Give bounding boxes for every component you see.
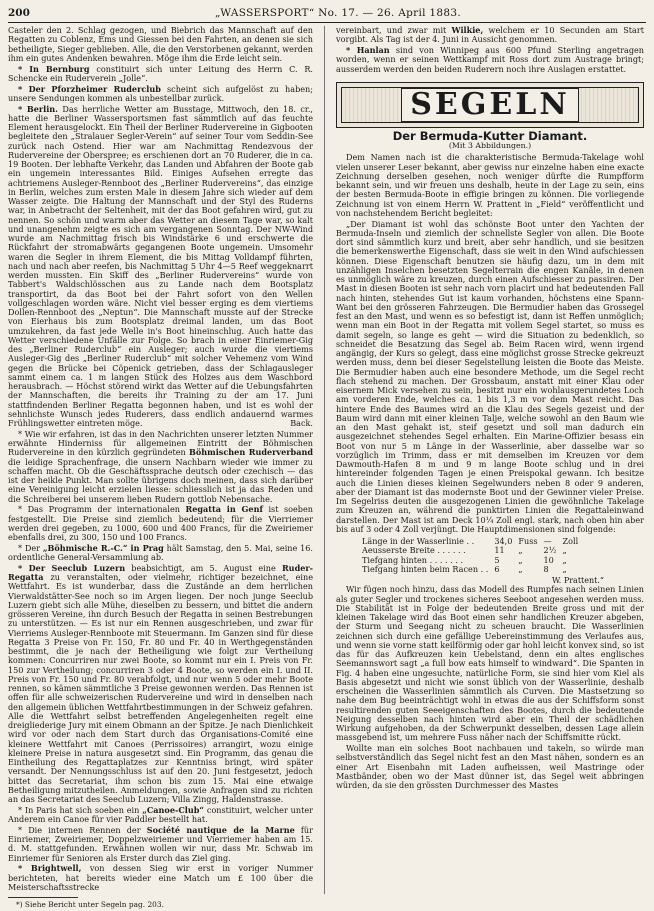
paragraph: * Die internen Rennen der Société nautique de la Marne für Einriemer, Zweiriemer, Doppelzweiriemer und Vierriemer haben am 15. d. M. stattgefunden. Erwähnen wollen wir nur, dass Mr. Schwab im Einriemer für Senioren als Erster durch das Ziel ging. [8, 824, 313, 863]
running-title: „WASSERSPORT“ No. 17. — 26. April 1883. [214, 7, 461, 19]
footnote-rule [8, 897, 78, 898]
dimensions-table [362, 537, 584, 574]
signature: Back. [290, 418, 313, 428]
paragraph: Wir fügen noch hinzu, dass das Modell des Rumpfes nach seinen Linien als guter Segler und trockenes sicheres Seeboot angesehen werden muss. Die Stabilität ist in Folge der bedeutenden Breite gross und mit der kleinen Takelage wird das Boot einen sehr handlichen Kreuzer abgeben, der Sturm und Seegang nicht zu scheuen braucht. Die Wasserlinien zeichnen sich durch eine gefällige Uebereinstimmung des Verlaufes aus, und wenn sie vorne statt keilförmig oder gar hohl leicht konvex sind, so ist das für das Aufkreuzen kein Uebelstand, denn ein altes englisches Seemannswort sagt „a full bow eats himself to windward“. Die Spanten in Fig. 4 haben eine ungesuchte, natürliche Form, sie sind hier vom Kiel als Basis abgesetzt und nicht wie sonst üblich von der Wasserlinie, deshalb erscheinen die Wasserlinien sämmtlich als Curven. Die Mastsetzung so nahe dem Bug beeinträchtigt wohl in etwas die aus der Schiffsform sonst resultirenden guten Seeeigenschaften des Bootes, durch die bedeutende Neigung desselben nach hinten wird aber ein Theil der schädlichen Wirkung aufgehoben, da der Schwerpunkt desselben, dessen Lage allein massgebend ist, um mehrere Fuss näher nach der Schiffsmitte rückt. [336, 584, 644, 743]
paragraph: „Der Diamant ist wohl das schönste Boot unter den Yachten der Bermuda-Inseln und ziemlich der schnellste Segler von allen. Die Boote dort sind sämmtlich kurz und breit, aber sehr handlich, und sie besitzen die bemerkenswerthe Eigenschaft, dass sie weit in den Wind aufschiessen können. Diese Eigenschaft benutzen sie häufig dazu, um in dem mit unzähligen Inselchen besetzten Segelterrain die engen Kanäle, in denen es unmöglich wäre zu kreuzen, durch einen Aufschiesser zu passiren. Der Mast in diesen Booten ist sehr nach vorn placirt und hat bedeutenden Fall nach hinten, stehendes Gut ist kaum vorhanden, höchstens eine Spann-Want bei den grösseren Fahrzeugen. Die Bermudier haben das Grossegel fest an den Mast, und wenn es so befestigt ist, dann ist Reffen unmöglich; wenn man ein Boot in der Regatta mit vollem Segel startet, so muss es damit segeln, so lange es geht — wird die Situation zu bedenklich, so schneidet die Besatzung das Segel ab. Beim Racen wird, wenn irgend angängig, der Kurs so gelegt, dass eine möglichst grosse Strecke gekreuzt werden muss, denn bei dieser Segelstellung leisten die Boote das Meiste. Die Bermudier haben auch eine besondere Methode, um die Segel recht flach stehend zu machen. Der Grossbaum, anstatt mit einer Klau oder eisernem Mick versehen zu sein, besitzt nur ein wohlausgerundetes Loch am vorderen Ende, welches ca. 1 bis 1,3 m vor dem Mast reicht. Das hintere Ende des Baumes wird an die Klau des Segels gezeist und der Baum wird dann mit einer kleinen Talje, welche sowohl an den Baum wie an den Mast gehakt ist, steif gesetzt und soll man dadurch ein ausgezeichnet stehendes Segel erhalten. Ein Marine-Offizier besass ein Boot von nur 5 m Länge in der Wasserlinie, aber dasselbe war so vorzüglich im Trimm, dass er mit demselben im Kreuzen vor dem Dawmouth-Hafen 8 m und 9 m lange Boote schlug und in drei hintereinder folgenden Tagen je einen Preispokal gewann. Ich besitze auch die Linien dieses kleinen Segelwunders neben 8 oder 9 anderen, aber der Diamant ist das modernste Boot und der Gewinner vieler Preise. Im Segelriss deuten die ausgezogenen Linien die gewöhnliche Takelage zum Kreuzen an, während die punktirten Linien die Regattaleinwand darstellen. Der Mast ist am Deck 10¼ Zoll engl. stark, nach oben hin aber bis auf 3 oder 4 Zoll verjüngt. Die Hauptdimensionen sind folgende: [336, 218, 644, 534]
paragraph: Dem Namen nach ist die charakteristische Bermuda-Takelage wohl vielen unserer Leser bekannt, aber gewiss nur einzelne haben eine exacte Zeichnung derselben gesehen, noch weniger dürfte die Rumpfform bekannt sein, und wir freuen uns deshalb, heute in der Lage zu sein, eins der besten Bermuda-Boote in effigie bringen zu können. Die vorliegende Zeichnung ist von einem Herrn W. Prattent in „Field“ veröffentlicht und von nachstehendem Bericht begleitet: [336, 152, 644, 218]
table-row: Aeusserste Breite . . . . . . 11 „ 2½ „ [362, 545, 567, 556]
paragraph: * Der Seeclub Luzern beabsichtigt, am 5. August eine Ruder-Regatta zu veranstalten, oder vielmehr, richtiger bezeichnet, eine Wettfahrt. Es ist wunderbar, dass die Zustände an dem herrlichen Vierwaldstätter-See noch so im Argen liegen. Der noch junge Seeclub Luzern giebt sich alle Mühe, dieselben zu bessern, und bittet die andern grösseren Vereine, ihn durch Besuch der Regatta in seinen Bestrebungen zu unterstützen. — Es ist nur ein Rennen ausgeschrieben, und zwar für Vierriems Ausleger-Rennboote mit Steuermann. Im Ganzen sind für diese Regatta 3 Preise von Fr. 150, Fr. 80 und Fr. 40 in Werthgegenständen bestimmt, die je nach der Betheiligung wie folgt zur Vertheilung kommen: Concurriren nur zwei Boote, so kommt nur ein I. Preis von Fr. 150 zur Vertheilung; concurriren 3 oder 4 Boote, so werden ein I. und II. Preis von Fr. 150 und Fr. 80 verabfolgt, und nur wenn 5 oder mehr Boote rennen, so kämen sämmtliche 3 Preise gewonnen werden. Das Rennen ist offen für alle schweizerischen Rudervereine und wird in denselben nach den allgemein üblichen Wettfahrtbestimmungen in der Schweiz gefahren. Alle die Wettfahrt selbst betreffenden Angelegenheiten regelt eine dreigliederige Jury mit einem Obmann an der Spitze. Je nach Dienlichkeit wird vor oder nach dem Start durch das Organisations-Comité eine kleinere Wettfahrt mit Canoes (Perrissoires) arrangirt, wozu einige kleinere Preise in natura ausgesetzt sind. Ein Programm, das genau die Eintheilung des Regattaplatzes zur Kenntniss bringt, wird später versandt. Der Nennungsschluss ist auf den 20. Juni festgesetzt, jedoch bittet das Secretariat, ihm schon bis zum 15. Mai eine etwaige Betheiligung mitzutheilen. Anmeldungen, sowie Anfragen sind zu richten an das Secretariat des Seeclub Luzern; Villa Zingg, Haldenstrasse. [8, 562, 314, 804]
signature: W. Prattent.“ [551, 576, 604, 586]
paragraph: vereinbart, und zwar mit Wilkie, welchem er 10 Secunden am Start vorgibt. Als Tag ist der 4. Juni in Aussicht genommen. [336, 25, 644, 45]
left-column [8, 26, 313, 911]
section-title: SEGELN [401, 88, 579, 122]
paragraph: * Berlin. Das herrliche Wetter am Busstage, Mittwoch, den 18. cr., hatte die Berliner Wassersportsmen fast sämmtlich auf das feuchte Element herausgelockt. Ein Theil der Berliner Rudervereine in Gigbooten begleitete den „Stralauer Segler-Verein“ auf seiner Tour vom Seddin-See zurück nach Ostend. Hier war am Nachmittag Rendezvous der Rudervereine der Oberspree; es erschienen dort an 70 Ruderer, die in ca. 19 Booten. Der lebhafte Verkehr, das Landen und Abfahren der Boote gab ein ungemein interessantes Bild. Einiges Aufsehen erregte das achtriemens Ausleger-Rennboot des „Berliner Rudervereins“, das einzige in Berlin, welches zum ersten Male in diesem Jahre sich wieder auf dem Wasser zeigte. Die Haltung der Mannschaft und der Styl des Ruderns war, in Anbetracht der Seltenheit, mit der das Boot gefahren wird, gut zu nennen. So schön und warm aber das Wetter an diesem Tage war, so kalt und unangenehm zeigte es sich am vergangenen Sonntag. Der NW-Wind wurde am Nachmittag frisch bis Windstärke 6 und erschwerte die Rückfahrt der stromabwärts gegangenen Boote ungemein. Umsomehr waren die Segler in ihrem Element, die bis Mittag Volldampf führten, nach und nach aber reefen, bis Nachmittag 5 Uhr 4—5 Reef weggeknarrt werden mussten. Ein Skiff des „Berliner Rudervereins“ wurde von Tabbert's Waldschlösschen aus zu Lande nach dem Bootsplatz transportirt, da das Boot bei der Fahrt sofort von den Wellen vollgeschlagen worden wäre. Nicht viel besser erging es dem viertiems Dollen-Rennboot des „Neptun“. Die Mannschaft musste auf der Strecke von Eierhaus bis zum Bootsplatz dreimal landen, um das Boot umzukehren, da fast jede Welle in's Boot hineinschlug. Auch hatte das Wetter verschiedene Unfälle zur Folge. So brach in einer Einriemer-Gig des „Berliner Ruderclub“ ein Ausleger; auch wurde die viertiems Ausleger-Gig des „Berliner Ruderclub“ mit solcher Vehemenz vom Wind gegen die Brücke bei Cöpenick getrieben, dass der Schlagausleger sammt einem ca. 1 m langen Stück des Holzes aus dem Waschbord herausbrach. — Höchst störend wirkt das Wetter auf die Uebungsfahrten der Mannschaften, die bereits ihr Training zu der am 17. Juni stattfindenden Berliner Regatta begonnen haben, und ist es wohl der sehnlichste Wunsch jedes Ruderers, dass endlich andauernd warmes Frühlingswetter eintreten möge. Back. [8, 103, 313, 428]
page-number: 200 [8, 7, 30, 19]
right-column [336, 26, 644, 792]
paragraph: * Der „Böhmische R.-C.“ in Prag hält Samstag, den 5. Mai, seine 16. ordentliche General-Versammlung ab. [8, 542, 313, 562]
paragraph: Casteler den 2. Schlag gezogen, und Biebrich das Mannschaft auf den Regatten zu Coblenz, Ems und Giessen bei den Fahrten, an denen sie sich betheiligte, Sieger geblieben. Alle, die den Verstorbenen gekannt, werden ihm ein gutes Andenken bewahren. Möge ihm die Erde leicht sein. [8, 25, 313, 63]
footnote: *) Siehe Bericht unter Segeln pag. 203. [16, 900, 164, 909]
paragraph: * Hanlan sind von Winnipeg aus 600 Pfund Sterling angetragen worden, wenn er seinen Wettkampf mit Ross dort zum Austrage bringt; ausserdem werden den beiden Ruderern noch ihre Auslagen erstattet. [336, 45, 645, 74]
page-header [8, 6, 646, 20]
table-row: Tiefgang hinten beim Racen . . 6 „ 8 „ [362, 563, 567, 574]
paragraph: * In Bernburg constituirt sich unter Leitung des Herrn C. R. Schencke ein Ruderverein „Jolle“. [8, 63, 313, 83]
paragraph: * In Paris hat sich soeben ein „Canoe-Club“ constituirt, welcher unter Anderem ein Canoe für vier Paddler bestellt hat. [8, 804, 313, 824]
paragraph: * Wie wir erfahren, ist das in den Nachrichten unserer letzten Nummer erwähnte Hinderniss für allgemeinen Eintritt der Böhmischen Rudervereine in den kürzlich gegründeten Böhmischen Ruderverband die leidige Sprachenfrage, die unsern Nachbarn wieder wie immer zu schaffen macht. Ob die Geschäftssprache deutsch oder czechisch — das ist der heikle Punkt. Man sollte übrigens doch meinen, dass sich darüber eine Vereinigung leicht erzielen liesse: schliesslich ist ja das Reden und die Schreiberei bei unserem lieben Rudern gottlob Nebensache. [8, 428, 313, 504]
paragraph: * Das Programm der internationalen Regatta in Genf ist soeben festgestellt. Die Preise sind ziemlich bedeutend; für die Vierriemer werden drei gegeben, zu 1000, 600 und 400 Francs, für die Zweiriemer ebenfalls drei, zu 300, 150 und 100 Francs. [8, 504, 313, 542]
paragraph: Wollte man ein solches Boot nachbauen und takeln, so würde man selbstverständlich das Segel nicht fest an den Mast nähen, sondern es an einer Art Eisenbahn mit Laden aufheissen, weil Mastringe oder Mastbänder, oben wo der Mast dünner ist, das Segel weit abbringen würden, da sie den grössten Durchmesser des Mastes [336, 743, 644, 791]
column-divider [324, 26, 325, 894]
paragraph: * Brightwell, von dessen Sieg wir erst in voriger Nummer berichteten, hat bereits wieder eine Match um £ 100 über die Meisterschaftsstrecke [8, 863, 313, 892]
article-subtitle: (Mit 3 Abbildungen.) [448, 141, 532, 150]
article-title: Der Bermuda-Kutter Diamant. [392, 128, 588, 143]
table-row: Tiefgang hinten . . . . . . . 5 „ 10 „ [362, 554, 567, 565]
header-rule [8, 22, 646, 23]
banner-frame [341, 87, 639, 123]
table-row: Länge in der Wasserlinie . . 34,0 Fuss — Zoll [362, 536, 579, 546]
section-banner [336, 82, 644, 128]
paragraph: * Der Pforzheimer Ruderclub scheint sich aufgelöst zu haben; unsere Sendungen kommen als unbestellbar zurück. [8, 83, 313, 103]
